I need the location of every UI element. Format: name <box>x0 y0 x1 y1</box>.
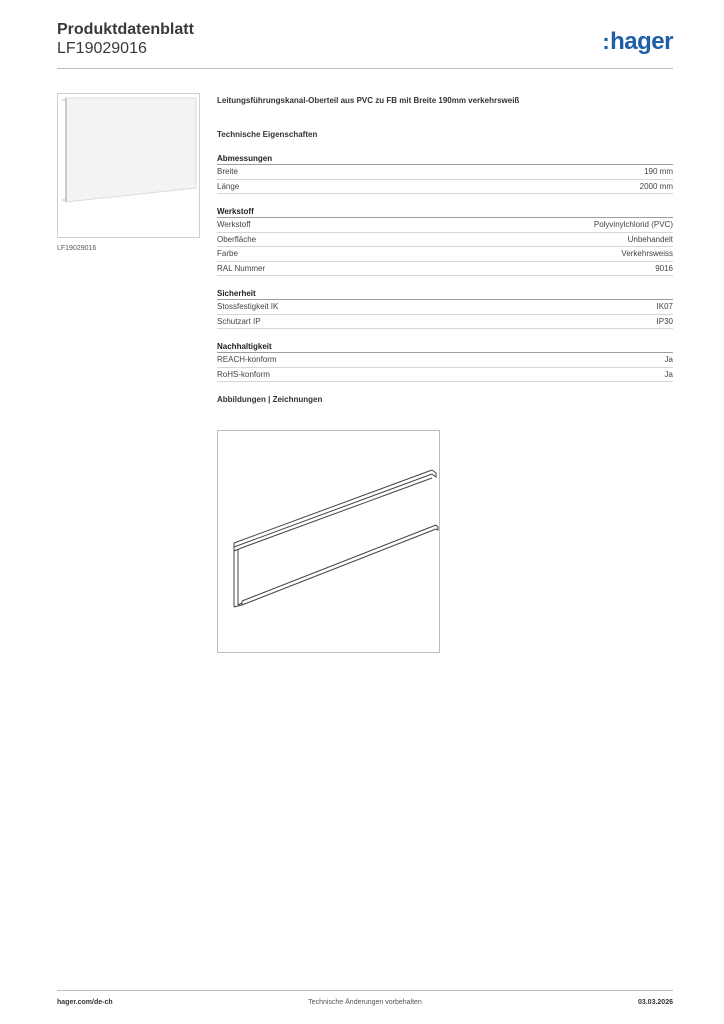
section-title: Werkstoff <box>217 207 673 218</box>
property-value: Polyvinylchlorid (PVC) <box>593 220 673 230</box>
property-label: RAL Nummer <box>217 263 266 273</box>
property-row <box>217 165 673 180</box>
property-label: Breite <box>217 167 238 177</box>
section-werkstoff <box>217 207 673 276</box>
property-label: Werkstoff <box>217 220 251 230</box>
product-thumbnail <box>57 93 200 238</box>
thumbnail-caption: LF19029016 <box>57 245 97 252</box>
property-label: Stossfestigkeit IK <box>217 302 279 312</box>
section-title: Sicherheit <box>217 289 673 300</box>
footer-notice: Technische Änderungen vorbehalten <box>308 999 422 1006</box>
property-label: Länge <box>217 181 240 191</box>
document-title: Produktdatenblatt <box>57 21 194 38</box>
figures-title: Abbildungen | Zeichnungen <box>217 395 323 404</box>
product-thumbnail-image <box>58 94 199 237</box>
property-value: Unbehandelt <box>627 234 673 244</box>
property-value: 2000 mm <box>639 181 673 191</box>
property-label: Schutzart IP <box>217 316 261 326</box>
property-row <box>217 247 673 262</box>
product-content <box>217 96 673 404</box>
product-description: Leitungsführungskanal-Oberteil aus PVC zu FB mit Breite 190mm verkehrsweiß <box>217 96 520 105</box>
logo-text: hager <box>610 28 673 55</box>
section-nachhaltigkeit <box>217 342 673 382</box>
section-abmessungen <box>217 154 673 194</box>
property-label: REACH-konform <box>217 355 277 365</box>
section-title: Abmessungen <box>217 154 673 165</box>
hager-logo: :hager <box>602 28 673 55</box>
property-value: Verkehrsweiss <box>621 249 673 259</box>
property-row <box>217 233 673 248</box>
property-row <box>217 353 673 368</box>
property-value: Ja <box>664 355 673 365</box>
property-label: Oberfläche <box>217 234 257 244</box>
tech-properties-title: Technische Eigenschaften <box>217 130 318 139</box>
drawing-image <box>218 431 439 652</box>
property-row <box>217 368 673 383</box>
property-label: RoHS-konform <box>217 369 270 379</box>
property-value: 9016 <box>655 263 673 273</box>
footer-date: 03.03.2026 <box>637 999 673 1006</box>
property-value: Ja <box>664 369 673 379</box>
property-row <box>217 180 673 195</box>
product-code: LF19029016 <box>57 40 147 57</box>
property-value: 190 mm <box>644 167 673 177</box>
property-label: Farbe <box>217 249 238 259</box>
property-row <box>217 315 673 330</box>
page-footer <box>57 990 673 1014</box>
property-row <box>217 300 673 315</box>
section-sicherheit <box>217 289 673 329</box>
property-value: IP30 <box>656 316 673 326</box>
property-value: IK07 <box>656 302 673 312</box>
property-row <box>217 218 673 233</box>
footer-website-link[interactable]: hager.com/de-ch <box>57 999 113 1006</box>
page-header <box>57 21 673 69</box>
technical-drawing <box>217 430 440 653</box>
section-title: Nachhaltigkeit <box>217 342 673 353</box>
property-row <box>217 262 673 277</box>
